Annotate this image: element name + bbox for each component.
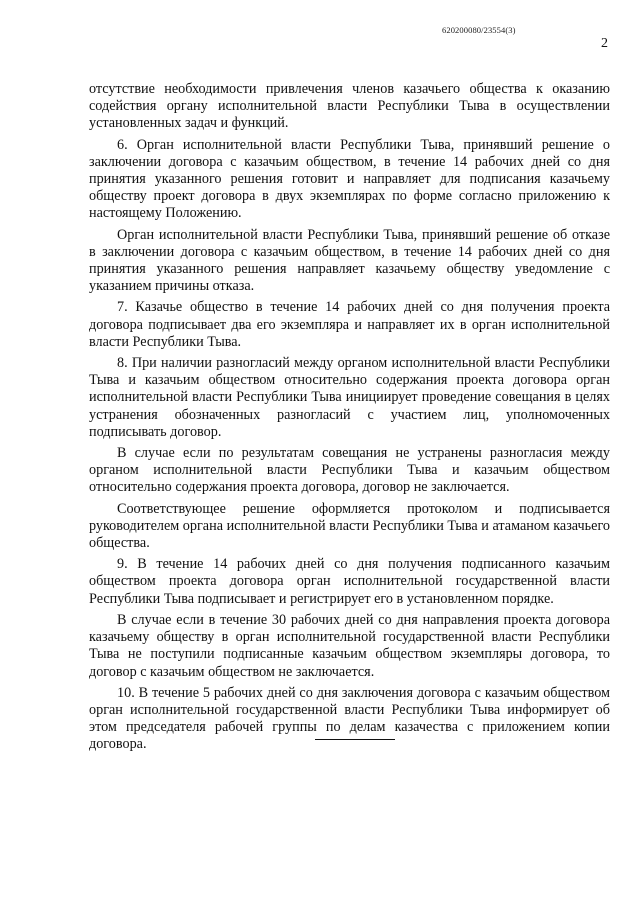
paragraph-not-received: В случае если в течение 30 рабочих дней со дня направления проекта договора казачьему обществу в орган исполнительной государственной власти Республики Тыва не поступили подписанные казачьим обществом экземпляры договора, то договор с казачьим обществом не заключается. <box>89 611 610 680</box>
paragraph-continuation: отсутствие необходимости привлечения членов казачьего общества к оказанию содействия органу исполнительной власти Республики Тыва в осуществлении установленных задач и функций. <box>89 81 610 132</box>
document-body <box>89 81 610 758</box>
paragraph-item-10: 10. В течение 5 рабочих дней со дня заключения договора с казачьим обществом орган исполнительной государственной власти Республики Тыва информирует об этом председателя рабочей группы по делам казачества с приложением копии договора. <box>89 684 610 753</box>
closing-divider <box>315 739 395 740</box>
paragraph-item-6: 6. Орган исполнительной власти Республики Тыва, принявший решение о заключении договора с казачьим обществом, в течение 14 рабочих дней со дня принятия указанного решения готовит и направляет для подписания казачьему обществу проект договора в двух экземплярах по форме согласно приложению к настоящему Положению. <box>89 136 610 222</box>
paragraph-protocol: Соответствующее решение оформляется протоколом и подписывается руководителем органа исполнительной власти Республики Тыва и атаманом казачьего общества. <box>89 500 610 552</box>
paragraph-unresolved-disagreement: В случае если по результатам совещания не устранены разногласия между органом исполнительной власти Республики Тыва и казачьим обществом относительно содержания проекта договора, договор не заключается. <box>89 445 610 496</box>
page-number: 2 <box>601 36 608 51</box>
paragraph-refusal-notice: Орган исполнительной власти Республики Тыва, принявший решение об отказе в заключении договора с казачьим обществом, в течение 14 рабочих дней со дня принятия указанного решения направляет казачьему обществу уведомление с указанием причины отказа. <box>89 226 610 295</box>
paragraph-item-9: 9. В течение 14 рабочих дней со дня получения подписанного казачьим обществом проекта договора орган исполнительной государственной власти Республики Тыва подписывает и регистрирует его в установленном порядке. <box>89 556 610 607</box>
paragraph-item-7: 7. Казачье общество в течение 14 рабочих дней со дня получения проекта договора подписывает два его экземпляра и направляет их в орган исполнительной власти Республики Тыва. <box>89 299 610 350</box>
paragraph-item-8: 8. При наличии разногласий между органом исполнительной власти Республики Тыва и казачьим обществом относительно содержания проекта договора орган исполнительной власти Республики Тыва инициирует проведение совещания в целях устранения обозначенных разногласий с участием лиц, уполномоченных подписывать договор. <box>89 355 610 440</box>
document-code: 620200080/23554(3) <box>442 25 516 35</box>
